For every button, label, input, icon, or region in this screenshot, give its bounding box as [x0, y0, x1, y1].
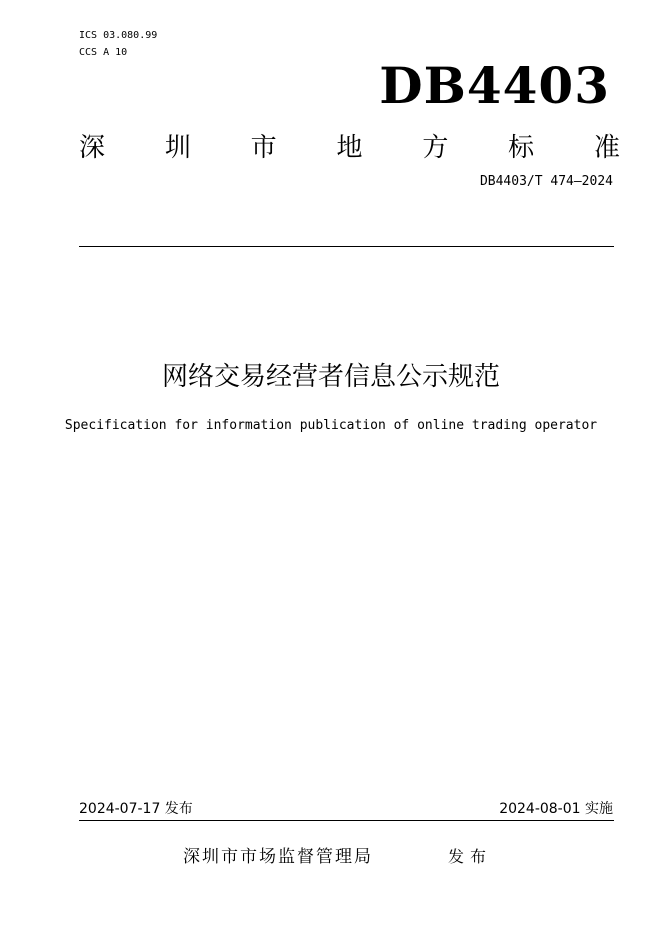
document-title-english: Specification for information publication of online trading operator: [64, 418, 598, 433]
standard-type-char: 市: [250, 132, 277, 163]
footer-divider: [79, 820, 614, 821]
standard-type-char: 准: [593, 132, 620, 163]
standard-type-char: 深: [79, 132, 106, 163]
standard-type-char: 标: [508, 132, 535, 163]
ccs-code: CCS A 10: [79, 47, 128, 58]
document-title-chinese: 网络交易经营者信息公示规范: [161, 362, 500, 392]
issuing-authority: 深圳市市场监督管理局: [183, 847, 373, 867]
standard-type-char: 圳: [164, 132, 191, 163]
standard-type-heading: [79, 128, 620, 162]
header-divider: [79, 246, 614, 247]
issue-label: 发布: [448, 847, 493, 866]
implement-date: 2024-08-01 实施: [499, 801, 613, 817]
ics-code: ICS 03.080.99: [79, 30, 158, 41]
standard-type-char: 地: [336, 132, 363, 163]
publish-date: 2024-07-17 发布: [79, 801, 193, 817]
standard-type-char: 方: [422, 132, 449, 163]
standard-number: DB4403/T 474—2024: [479, 174, 613, 189]
db-code-logo: DB4403: [379, 56, 610, 115]
